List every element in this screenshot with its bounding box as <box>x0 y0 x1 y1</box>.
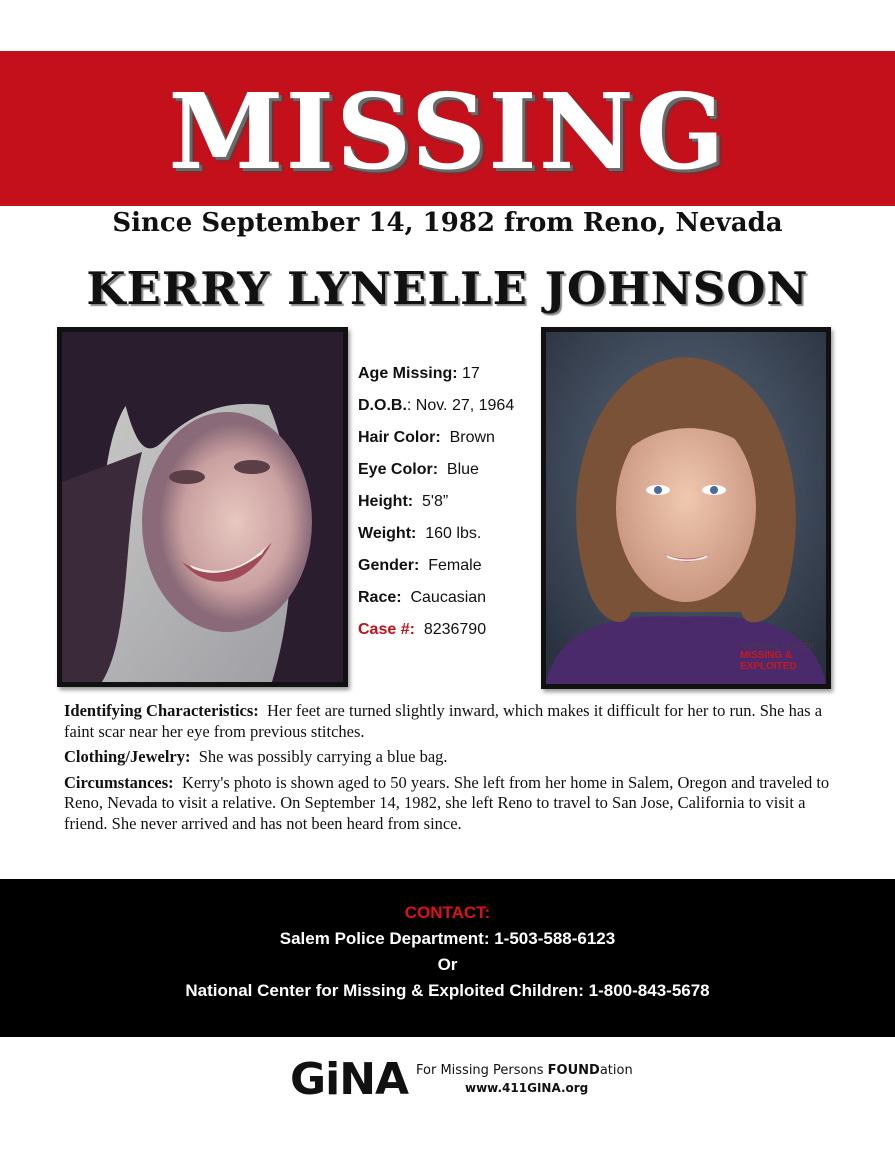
fact-hair-color: Hair Color: Brown <box>358 429 495 446</box>
contact-or: Or <box>437 955 458 974</box>
gina-footer <box>290 1054 633 1108</box>
facts-list <box>358 365 538 653</box>
contact-ncmec: National Center for Missing & Exploited Children: 1-800-843-5678 <box>185 981 710 1000</box>
description-block <box>64 701 834 839</box>
fact-weight: Weight: 160 lbs. <box>358 525 482 542</box>
clothing-jewelry: Clothing/Jewelry: She was possibly carrying a blue bag. <box>64 747 448 766</box>
fact-case-number: Case #: 8236790 <box>358 621 487 638</box>
gina-tagline: For Missing Persons FOUNDation <box>416 1063 633 1078</box>
contact-salem-police: Salem Police Department: 1-503-588-6123 <box>279 929 616 948</box>
missing-title: MISSING <box>168 69 727 193</box>
fact-height: Height: 5'8” <box>358 493 449 510</box>
fact-eye-color: Eye Color: Blue <box>358 461 479 478</box>
ncmec-watermark: NATIONAL CENTER MISSING & EXPLOITED <box>740 641 815 672</box>
photo-original <box>57 327 348 687</box>
circumstances: Circumstances: Kerry's photo is shown aged to 50 years. She left from her home in Salem, Oregon and traveled to Reno, Nevada to visit a relative. On September 14, 1982, she left Reno to travel to San Jose, California to visit a friend. She never arrived and has not been heard from since. <box>64 772 830 833</box>
photo-age-progressed <box>541 327 831 689</box>
fact-race: Race: Caucasian <box>358 589 487 606</box>
fact-dob: D.O.B.: Nov. 27, 1964 <box>358 397 515 414</box>
missing-person-name: KERRY LYNELLE JOHNSON <box>86 262 809 315</box>
gina-url[interactable]: www.411GINA.org <box>465 1081 589 1095</box>
identifying-characteristics: Identifying Characteristics: Her feet are turned slightly inward, which makes it difficult for her to run. She has a faint scar near her eye from previous stitches. <box>64 701 823 741</box>
fact-gender: Gender: Female <box>358 557 482 574</box>
contact-section <box>0 879 895 1037</box>
gina-logo: GiNA <box>290 1054 409 1105</box>
contact-title: CONTACT: <box>404 903 491 922</box>
missing-since-line: Since September 14, 1982 from Reno, Nevada <box>112 208 783 238</box>
fact-age-missing: Age Missing: 17 <box>358 365 480 382</box>
missing-banner <box>0 51 895 206</box>
